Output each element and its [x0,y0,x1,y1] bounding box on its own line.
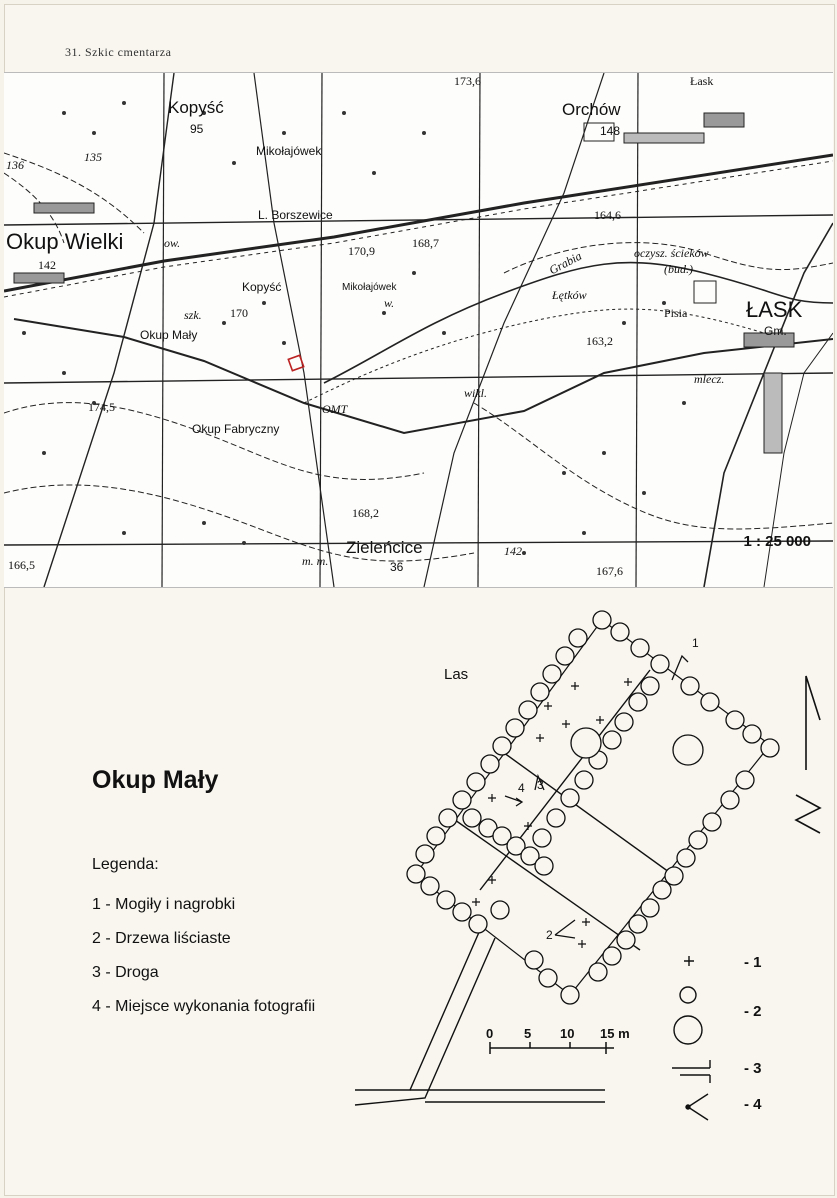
map-label-okup-wielki: Okup Wielki [6,229,124,254]
map-label-elev-1676: 167,6 [596,564,623,578]
scale-tick-0: 0 [486,1026,494,1041]
map-label-elev-1709: 170,9 [348,244,375,258]
map-label-omt: OMT [322,402,348,416]
map-label-elev-1736: 173,6 [454,74,481,88]
map-label-letkow: Łętków [552,288,587,302]
map-label-136: 136 [6,158,24,172]
map-label-szk: szk. [184,308,202,322]
map-label-mikolajowek: Mikołajówek [256,144,322,158]
map-label-36: 36 [390,560,404,574]
north-arrow [796,676,820,833]
legend-key-4: - 4 [744,1096,762,1113]
scale-tick-15: 15 m [600,1026,630,1041]
map-label-wikl: wikl. [464,386,487,400]
map-label-135: 135 [84,150,102,164]
map-label-pisia: Pisia [664,306,688,320]
legend-key-3: - 3 [744,1060,762,1077]
map-label-elev-1632: 163,2 [586,334,613,348]
photo-mark-4: 4 [518,781,525,795]
page-header: 31. Szkic cmentarza [65,45,172,59]
map-label-orchow: Orchów [562,100,621,119]
map-label-kopysc: Kopyść [168,98,224,117]
legend-key-symbols [672,956,710,1120]
map-label-170: 170 [230,306,248,320]
legend-title: Legenda: [92,856,159,873]
map-label-okup-maly: Okup Mały [140,328,198,342]
legend-item: 3 - Droga [92,964,159,981]
map-scale: 1 : 25 000 [743,533,811,550]
map-label-lask-top: Łask [690,74,714,88]
map-label-kopysc-mid: Kopyść [242,280,282,294]
legend-key-1: - 1 [744,954,762,971]
map-label-grabia: Grabia [546,248,584,278]
map-label-elev-1745: 174,5 [88,400,115,414]
cemetery-plan [0,590,837,1130]
legend-item: 2 - Drzewa liściaste [92,930,231,947]
map-label-w: w. [384,296,395,310]
map-label-orchow-num: 148 [600,124,621,138]
map-label-okup-fabryczny: Okup Fabryczny [192,422,280,436]
map-label-mlecz: mlecz. [694,372,725,386]
legend-item: 4 - Miejsce wykonania fotografii [92,998,316,1015]
legend-key-2: - 2 [744,1003,762,1020]
map-label-bud: (bud.) [664,262,693,276]
scale-tick-10: 10 [560,1026,575,1041]
topographic-map [4,72,833,588]
map-label-elev-1682: 168,2 [352,506,379,520]
map-label-elev-1687: 168,7 [412,236,439,250]
map-label-gm: Gm. [764,324,787,338]
map-label-elev-1646: 164,6 [594,208,621,222]
map-label-l-borszewice: L. Borszewice [258,208,333,222]
map-label-mm: m. m. [302,554,329,568]
map-label-142: 142 [38,258,56,272]
map-label-ow: ow. [164,236,181,250]
map-drawing [4,73,833,587]
scale-tick-5: 5 [524,1026,532,1041]
photo-mark-2: 2 [546,928,553,942]
map-label-zielencice: Zieleńcice [346,538,423,557]
map-label-elev-1665: 166,5 [8,558,35,572]
legend-item: 1 - Mogiły i nagrobki [92,896,236,913]
map-label-lask-big: ŁASK [746,297,803,322]
forest-label: Las [444,666,469,683]
map-label-oczysz: oczysz. ścieków [634,246,709,260]
scale-bar [490,1042,614,1054]
photo-mark-1: 1 [692,636,699,650]
map-label-kopysc-num: 95 [190,122,204,136]
photo-mark-3: 3 [537,778,544,792]
plan-title: Okup Mały [92,766,219,794]
map-label-142b: 142 [504,544,522,558]
map-label-mikolajowek-mid: Mikołajówek [342,282,397,293]
